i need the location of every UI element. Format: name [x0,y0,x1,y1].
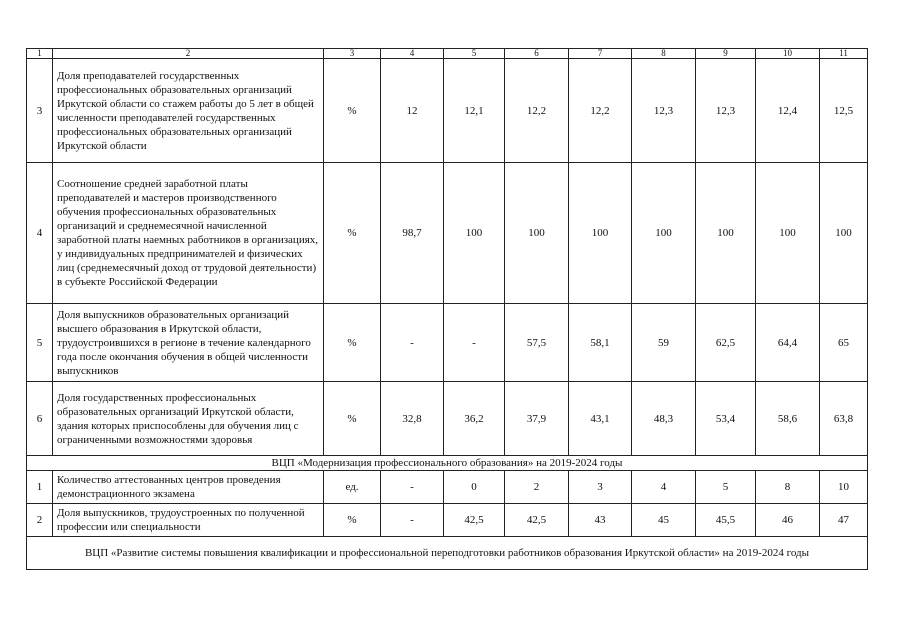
column-number: 9 [696,49,756,59]
value-cell: 12 [381,59,444,163]
value-cell: 12,1 [444,59,505,163]
section-heading [27,537,868,570]
value-cell: 2 [505,471,569,504]
indicator-name: Соотношение средней заработной платы преподавателей и мастеров производственного обучения профессиональных образовательных организаций и среднемесячной начисленной заработной платы наемных работников в организациях, у индивидуальных предпринимателей и физических лиц (среднемесячный доход от трудовой деятельности) в субъекте Российской Федерации [53,163,324,304]
row-number: 4 [27,163,53,304]
value-cell: 46 [756,504,820,537]
value-cell: 32,8 [381,382,444,456]
value-cell: 100 [505,163,569,304]
column-number: 5 [444,49,505,59]
column-number: 7 [569,49,632,59]
value-cell: 12,2 [505,59,569,163]
table-row [27,504,868,537]
indicator-name: Доля преподавателей государственных профессиональных образовательных организаций Иркутской области со стажем работы до 5 лет в общей численности преподавателей государственных профессиональных образовательных организаций Иркутской области [53,59,324,163]
indicator-name: Доля государственных профессиональных образовательных организаций Иркутской области, здания которых приспособлены для обучения лиц с ограниченными возможностями здоровья [53,382,324,456]
value-cell: 12,2 [569,59,632,163]
value-cell: 53,4 [696,382,756,456]
indicator-name: Количество аттестованных центров проведения демонстрационного экзамена [53,471,324,504]
value-cell: - [444,304,505,382]
table-row [27,304,868,382]
value-cell: 8 [756,471,820,504]
value-cell: 3 [569,471,632,504]
value-cell: 12,3 [696,59,756,163]
row-number: 3 [27,59,53,163]
column-number: 1 [27,49,53,59]
column-number-header [27,49,868,59]
value-cell: 58,6 [756,382,820,456]
value-cell: 62,5 [696,304,756,382]
unit-cell: % [324,59,381,163]
value-cell: 12,5 [820,59,868,163]
column-number: 2 [53,49,324,59]
table-row [27,471,868,504]
column-number: 6 [505,49,569,59]
value-cell: 42,5 [505,504,569,537]
value-cell: 100 [820,163,868,304]
table-row [27,382,868,456]
row-number: 5 [27,304,53,382]
value-cell: 4 [632,471,696,504]
value-cell: 57,5 [505,304,569,382]
value-cell: 36,2 [444,382,505,456]
unit-cell: % [324,304,381,382]
column-number: 4 [381,49,444,59]
value-cell: 47 [820,504,868,537]
value-cell: 59 [632,304,696,382]
indicators-table [26,48,868,570]
value-cell: 48,3 [632,382,696,456]
value-cell: 100 [756,163,820,304]
table-row [27,163,868,304]
value-cell: 65 [820,304,868,382]
value-cell: 43 [569,504,632,537]
unit-cell: ед. [324,471,381,504]
value-cell: 100 [444,163,505,304]
indicator-name: Доля выпускников, трудоустроенных по полученной профессии или специальности [53,504,324,537]
value-cell: 63,8 [820,382,868,456]
value-cell: 0 [444,471,505,504]
value-cell: - [381,504,444,537]
row-number: 6 [27,382,53,456]
value-cell: 12,3 [632,59,696,163]
row-number: 1 [27,471,53,504]
value-cell: - [381,471,444,504]
value-cell: 58,1 [569,304,632,382]
unit-cell: % [324,163,381,304]
value-cell: 45 [632,504,696,537]
column-number: 3 [324,49,381,59]
value-cell: 100 [632,163,696,304]
value-cell: 45,5 [696,504,756,537]
section-heading [27,456,868,471]
column-number: 10 [756,49,820,59]
row-number: 2 [27,504,53,537]
value-cell: 64,4 [756,304,820,382]
section-heading-title: ВЦП «Модернизация профессионального образования» на 2019-2024 годы [27,456,868,471]
column-number: 11 [820,49,868,59]
unit-cell: % [324,382,381,456]
value-cell: 98,7 [381,163,444,304]
value-cell: - [381,304,444,382]
value-cell: 5 [696,471,756,504]
section-heading-title: ВЦП «Развитие системы повышения квалификации и профессиональной переподготовки работников образования Иркутской области» на 2019-2024 годы [27,537,868,570]
value-cell: 100 [569,163,632,304]
table-row [27,59,868,163]
value-cell: 10 [820,471,868,504]
value-cell: 42,5 [444,504,505,537]
indicator-name: Доля выпускников образовательных организаций высшего образования в Иркутской области, трудоустроившихся в регионе в течение календарного года после окончания обучения в общей численности выпускников [53,304,324,382]
value-cell: 43,1 [569,382,632,456]
value-cell: 37,9 [505,382,569,456]
column-number: 8 [632,49,696,59]
value-cell: 100 [696,163,756,304]
value-cell: 12,4 [756,59,820,163]
unit-cell: % [324,504,381,537]
